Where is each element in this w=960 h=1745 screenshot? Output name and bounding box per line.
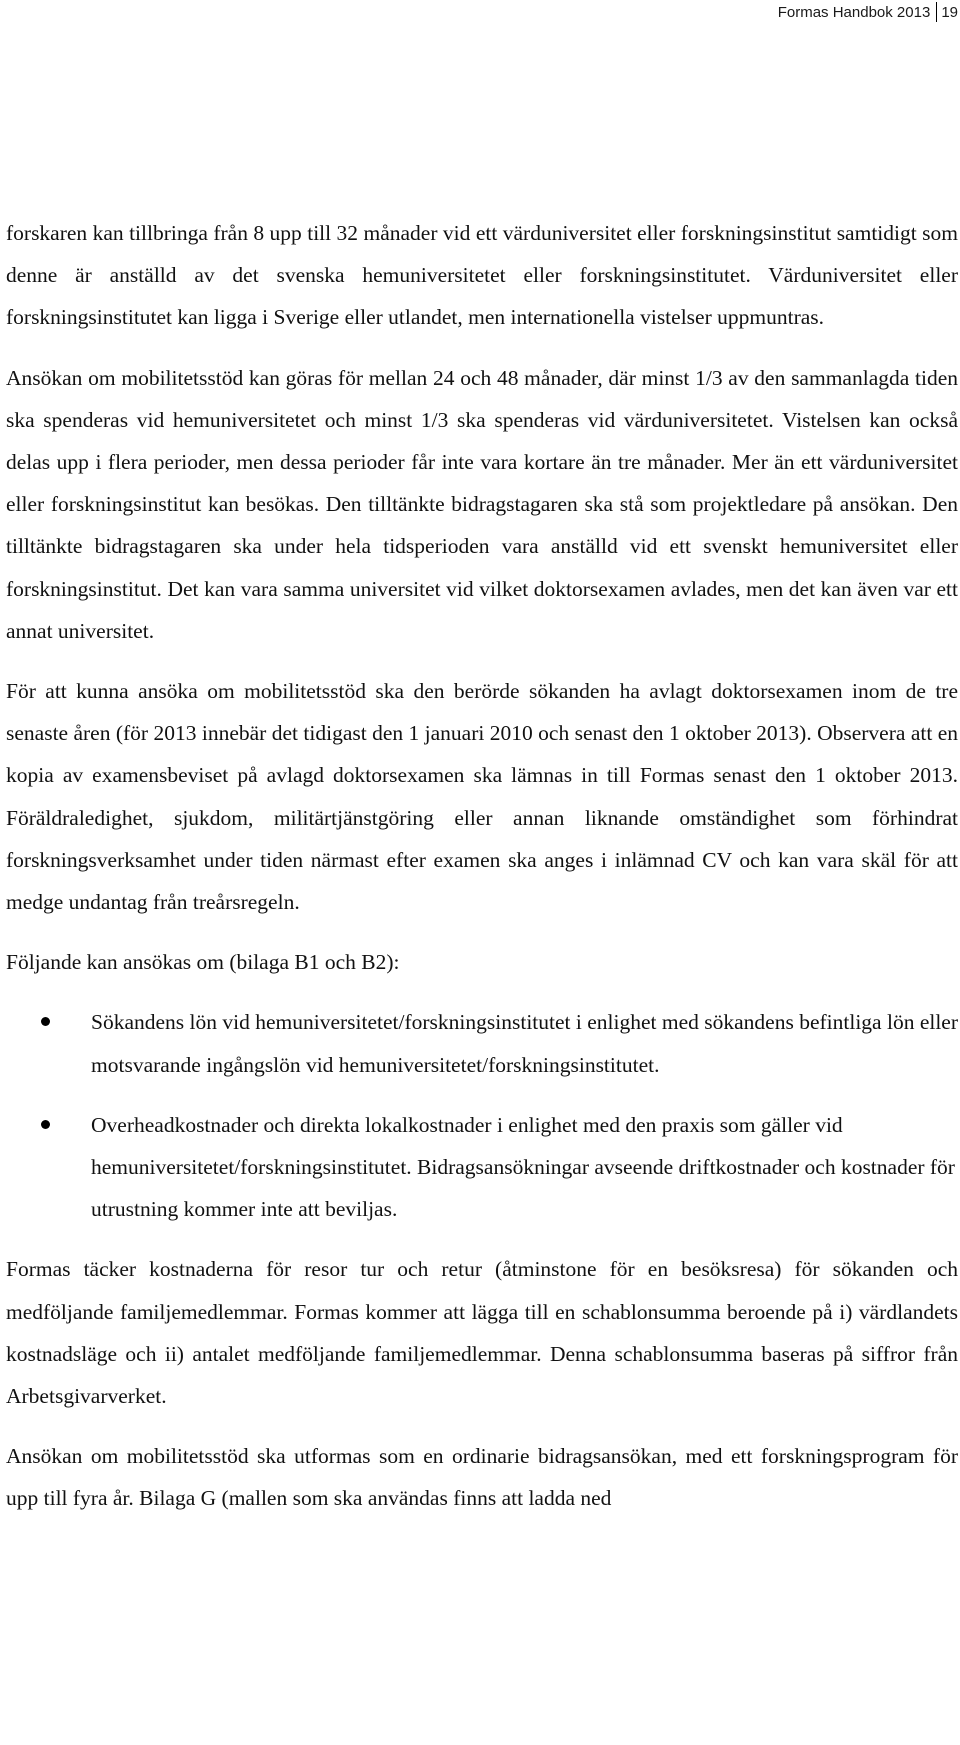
list-item [6,1104,958,1231]
bullet-icon [41,1120,50,1129]
paragraph-host-period: forskaren kan tillbringa från 8 upp till 32 månader vid ett värduniversitet eller forskningsinstitut samtidigt som denne är anställd av det svenska hemuniversitetet eller forskningsinstitutet. Värduniversitet eller forskningsinstitutet kan ligga i Sverige eller utlandet, men internationella vistelser uppmuntras. [6,221,958,330]
paragraph-travel-costs: Formas täcker kostnaderna för resor tur och retur (åtminstone för en besöksresa) för sökanden och medföljande familjemedlemmar. Formas kommer att lägga till en schablonsumma beroende på i) värdlandets kostnadsläge och ii) antalet medföljande familjemedlemmar. Denna schablonsumma baseras på siffror från Arbetsgivarverket. [6,1257,958,1409]
list-item-text: Sökandens lön vid hemuniversitetet/forskningsinstitutet i enlighet med sökandens befintliga lön eller motsvarande ingångslön vid hemuniversitetet/forskningsinstitutet. [91,1010,959,1077]
page-number: 19 [941,3,958,21]
paragraph-list-intro: Följande kan ansökas om (bilaga B1 och B2): [6,950,400,975]
header-divider [936,2,937,22]
paragraph-application-duration: Ansökan om mobilitetsstöd kan göras för mellan 24 och 48 månader, där minst 1/3 av den sammanlagda tiden ska spenderas vid hemuniversitetet och minst 1/3 ska spenderas vid värduniversitetet. Vistelsen kan också delas upp i flera perioder, men dessa perioder får inte vara kortare än tre månader. Mer än ett värduniversitet eller forskningsinstitut kan besökas. Den tilltänkte bidragstagaren ska stå som projektledare på ansökan. Den tilltänkte bidragstagaren ska under hela tidsperioden vara anställd vid ett svenskt hemuniversitet eller forskningsinstitut. Det kan vara samma universitet vid vilket doktorsexamen avlades, men det kan även var ett annat universitet. [6,365,958,643]
header-title: Formas Handbok 2013 [777,3,931,21]
list-item-text: Overheadkostnader och direkta lokalkostnader i enlighet med den praxis som gäller vid hemuniversitetet/forskningsinstitutet. Bidragsansökningar avseende driftkostnader och kostnader för utrustning kommer inte att beviljas. [91,1112,955,1222]
document-body [6,212,958,1538]
paragraph-eligibility: För att kunna ansöka om mobilitetsstöd ska den berörde sökanden ha avlagt doktorsexamen inom de tre senaste åren (för 2013 innebär det tidigast den 1 januari 2010 och senast den 1 oktober 2013). Observera att en kopia av examensbeviset på avlagd doktorsexamen ska lämnas in till Formas senast den 1 oktober 2013. Föräldraledighet, sjukdom, militärtjänstgöring eller annan liknande omständighet som förhindrat forskningsverksamhet under tiden närmast efter examen ska anges i inlämnad CV och kan vara skäl för att medge undantag från treårsregeln. [6,679,958,915]
paragraph-application-form: Ansökan om mobilitetsstöd ska utformas som en ordinarie bidragsansökan, med ett forskningsprogram för upp till fyra år. Bilaga G (mallen som ska användas finns att ladda ned [6,1444,958,1511]
list-item [6,1001,958,1085]
page-header [778,0,960,24]
bullet-icon [41,1017,50,1026]
cost-list [6,1001,958,1230]
